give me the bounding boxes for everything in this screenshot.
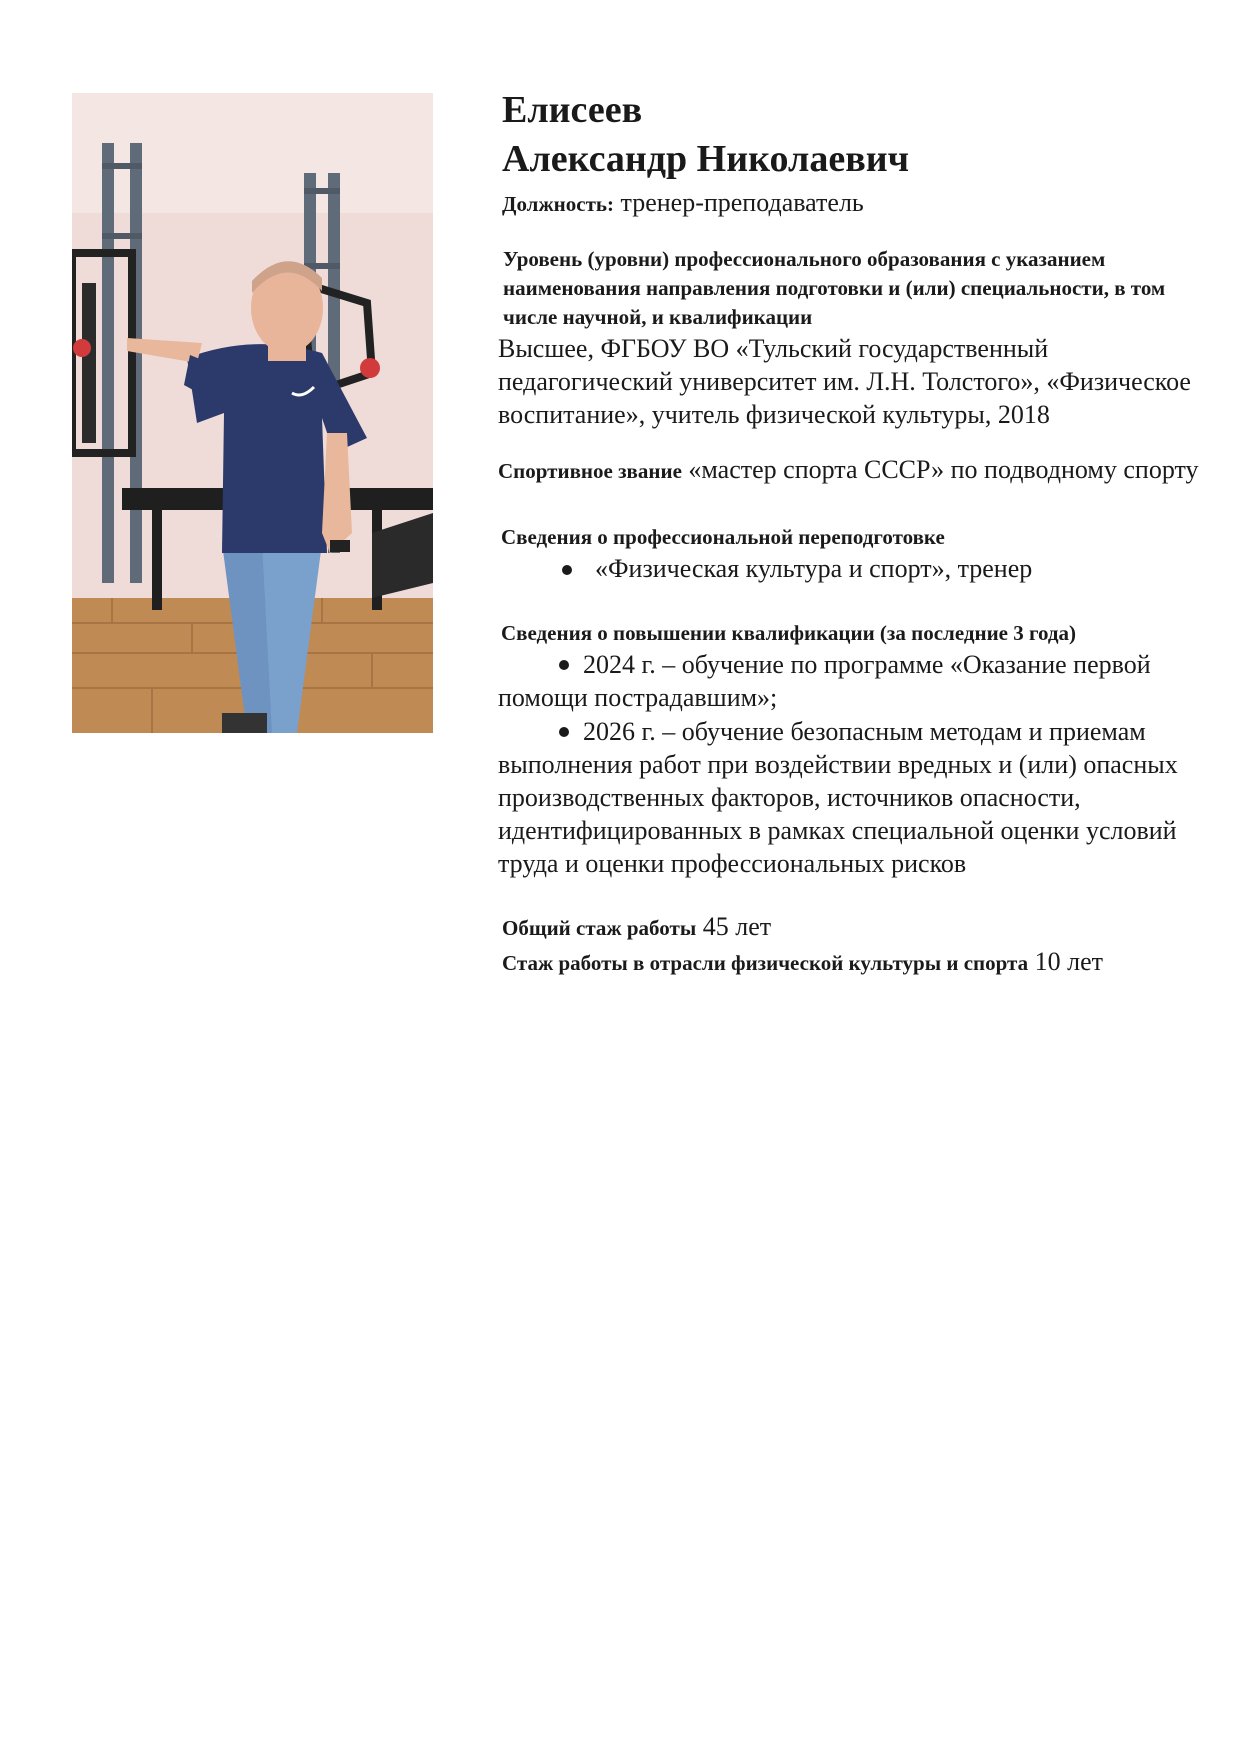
- sector-experience-value: 10 лет: [1034, 947, 1103, 976]
- education-label: Уровень (уровни) профессионального образования с указанием наименования направления подготовки и (или) специальности, в том числе научной, и квалификации: [503, 247, 1166, 329]
- bullet-icon: [559, 660, 569, 670]
- qualification-item-text: 2026 г. – обучение безопасным методам и приемам выполнения работ при воздействии вредных и (или) опасных производственных факторов, источников опасности, идентифицированных в рамках специальной оценки условий труда и оценки профессиональных рисков: [498, 717, 1178, 878]
- surname: Елисеев: [502, 89, 643, 131]
- list-item: «Физическая культура и спорт», тренер: [498, 552, 1218, 586]
- profile-text: [498, 86, 1218, 980]
- sport-title-line: [498, 453, 1208, 488]
- sport-title-label: Спортивное звание: [498, 459, 682, 483]
- qualification-list: [498, 648, 1208, 880]
- trainer-photo: [72, 93, 433, 733]
- list-item: [498, 715, 1208, 880]
- list-item: [498, 648, 1208, 714]
- total-experience-line: [502, 910, 1218, 945]
- sport-title-value: «мастер спорта СССР» по подводному спорту: [688, 455, 1199, 484]
- total-experience-value: 45 лет: [702, 912, 772, 941]
- qualification-title: Сведения о повышении квалификации (за последние 3 года): [501, 621, 1077, 645]
- trainer-photo-illustration: [72, 93, 433, 733]
- position-value: тренер-преподаватель: [620, 188, 864, 217]
- retraining-title: Сведения о профессиональной переподготовке: [501, 525, 945, 549]
- person-name: [502, 86, 1218, 184]
- sector-experience-line: [502, 945, 1218, 980]
- sector-experience-label: Стаж работы в отрасли физической культуры и спорта: [502, 951, 1029, 975]
- position-label: Должность:: [502, 192, 615, 216]
- education-value: Высшее, ФГБОУ ВО «Тульский государственный педагогический университет им. Л.Н. Толстого», «Физическое воспитание», учитель физической культуры, 2018: [498, 334, 1191, 429]
- qualification-item-text: 2024 г. – обучение по программе «Оказание первой помощи пострадавшим»;: [498, 650, 1151, 712]
- given-names: Александр Николаевич: [502, 138, 910, 180]
- position-line: [502, 186, 1218, 221]
- bullet-icon: [559, 727, 569, 737]
- total-experience-label: Общий стаж работы: [502, 916, 697, 940]
- retraining-list: [498, 552, 1218, 586]
